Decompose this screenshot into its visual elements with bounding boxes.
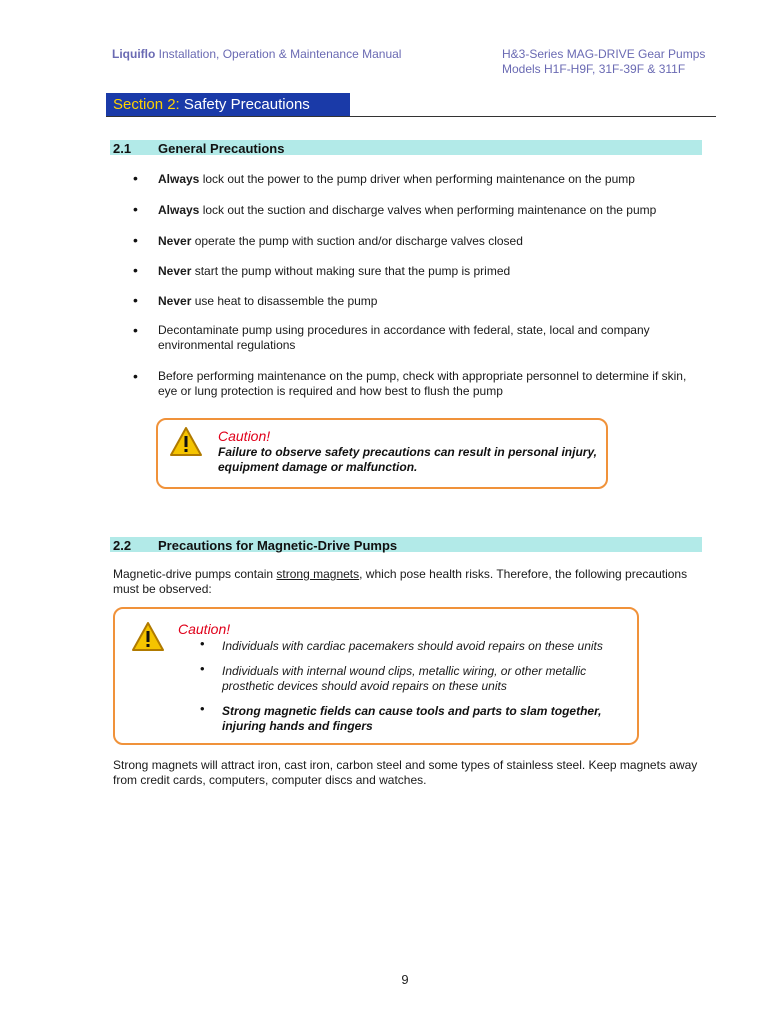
bullet-icon: •: [133, 170, 138, 186]
intro-text: Magnetic-drive pumps contain: [113, 567, 277, 581]
intro-text-cont: , which pose health risks. Therefore, the following precautions must be observed:: [113, 567, 688, 596]
bullet-lead: Never: [158, 264, 192, 278]
bullet-body: lock out the suction and discharge valves when performing maintenance on the pump: [199, 203, 657, 217]
strong-magnets-term: strong magnets: [276, 567, 360, 581]
caution-title: Caution!: [218, 428, 271, 444]
caution-title: Caution!: [178, 621, 231, 637]
list-item: [158, 264, 698, 279]
bullet-icon: •: [200, 636, 205, 651]
bullet-icon: •: [133, 201, 138, 217]
subsection-title: Precautions for Magnetic-Drive Pumps: [158, 538, 398, 553]
magnet-closing-paragraph: Strong magnets will attract iron, cast iron, carbon steel and some types of stainless steel. Keep magnets away from credit cards, computers, computer discs and watches.: [113, 758, 698, 787]
subsection-title: General Precautions: [158, 141, 285, 156]
brand-name: Liquiflo: [112, 47, 156, 61]
list-item: [158, 172, 698, 187]
list-item: [158, 234, 698, 249]
list-item: Individuals with cardiac pacemakers should avoid repairs on these units: [222, 639, 603, 653]
bullet-body: operate the pump with suction and/or discharge valves closed: [191, 234, 523, 248]
section-heading: [113, 96, 310, 113]
bullet-body: start the pump without making sure that the pump is primed: [191, 264, 511, 278]
bullet-body: Decontaminate pump using procedures in accordance with federal, state, local and company environmental regulations: [158, 323, 650, 352]
subsection-number: 2.1: [113, 141, 132, 156]
warning-triangle-icon: [169, 425, 203, 459]
list-item: [158, 203, 698, 218]
bullet-body: lock out the power to the pump driver when performing maintenance on the pump: [199, 172, 635, 186]
bullet-lead: Always: [158, 203, 200, 217]
bullet-lead: Never: [158, 294, 192, 308]
manual-title: Installation, Operation & Maintenance Manual: [155, 47, 402, 61]
caution-text: Failure to observe safety precautions can result in personal injury, equipment damage or malfunction.: [218, 445, 598, 474]
product-line: H&3-Series MAG-DRIVE Gear Pumps: [502, 47, 706, 61]
section-divider: [106, 116, 716, 117]
bullet-body: Before performing maintenance on the pump, check with appropriate personnel to determine if skin, eye or lung protection is required and how best to flush the pump: [158, 369, 687, 398]
list-item: Strong magnetic fields can cause tools and parts to slam together, injuring hands and fingers: [222, 704, 602, 733]
magnetic-intro-paragraph: [113, 567, 703, 597]
product-models: Models H1F-H9F, 31F-39F & 311F: [502, 62, 686, 76]
bullet-icon: •: [200, 661, 205, 676]
bullet-icon: •: [133, 232, 138, 248]
subsection-number: 2.2: [113, 538, 132, 553]
bullet-icon: •: [133, 292, 138, 308]
bullet-icon: •: [200, 701, 205, 716]
bullet-icon: •: [133, 322, 138, 338]
list-item: [158, 369, 698, 399]
section-title: Safety Precautions: [183, 96, 310, 113]
list-item: [158, 294, 698, 309]
bullet-lead: Always: [158, 172, 200, 186]
bullet-icon: •: [133, 262, 138, 278]
bullet-body: use heat to disassemble the pump: [191, 294, 378, 308]
page-number: 9: [401, 972, 409, 987]
warning-triangle-icon: [131, 620, 165, 654]
list-item: Individuals with internal wound clips, metallic wiring, or other metallic prosthetic devices should avoid repairs on these units: [222, 664, 587, 693]
manual-header: [112, 47, 401, 61]
section-number: Section 2:: [113, 96, 180, 113]
product-header: [502, 47, 705, 77]
bullet-icon: •: [133, 368, 138, 384]
bullet-lead: Never: [158, 234, 192, 248]
list-item: [158, 323, 698, 353]
